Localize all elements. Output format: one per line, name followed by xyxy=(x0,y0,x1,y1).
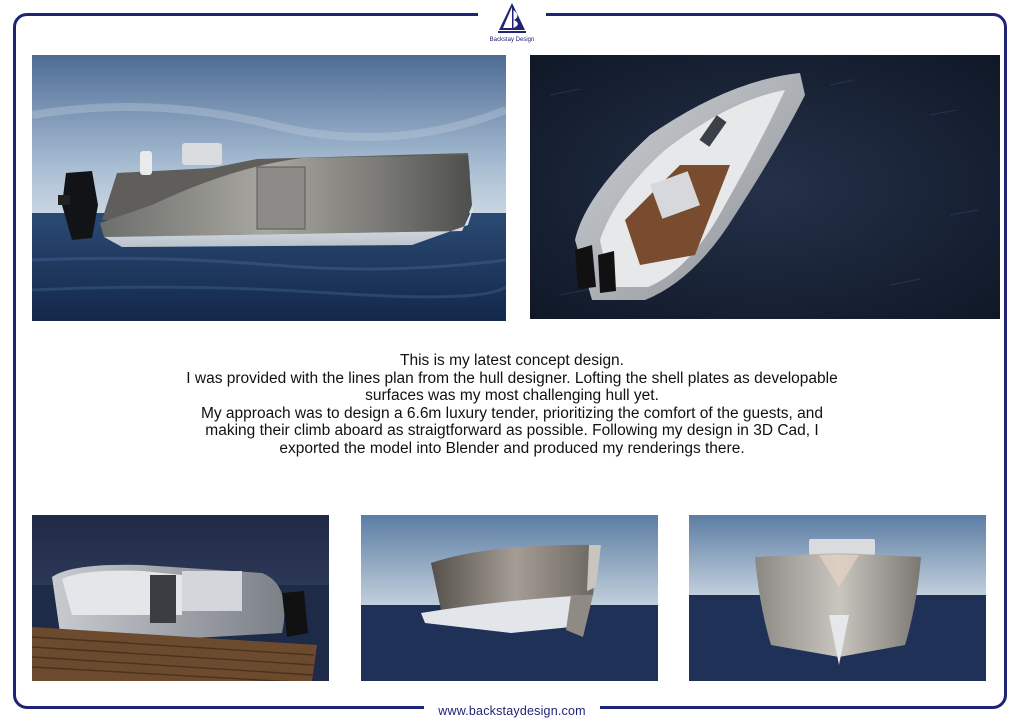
website-footer[interactable]: www.backstaydesign.com xyxy=(424,700,600,722)
description-line-2: I was provided with the lines plan from the hull designer. Lofting the shell plates as developable surfaces was my most challenging hull yet. xyxy=(186,369,838,405)
render-bow-quarter xyxy=(361,515,658,681)
render-quarter-dock xyxy=(32,515,329,681)
description-line-1: This is my latest concept design. xyxy=(400,352,624,369)
render-top-down xyxy=(530,55,1000,319)
description-line-3: My approach was to design a 6.6m luxury tender, prioritizing the comfort of the guests, and making their climb aboard as straigtforward as possible. Following my design in 3D Cad, I exported the model into Blender and produced my renderings there. xyxy=(200,404,824,457)
render-head-on xyxy=(689,515,986,681)
brand-logo xyxy=(478,0,546,46)
brand-logo-text: Backstay Design xyxy=(489,37,535,43)
sailboat-logo-icon xyxy=(495,2,529,36)
render-side-profile xyxy=(32,55,506,321)
project-description xyxy=(180,352,844,458)
